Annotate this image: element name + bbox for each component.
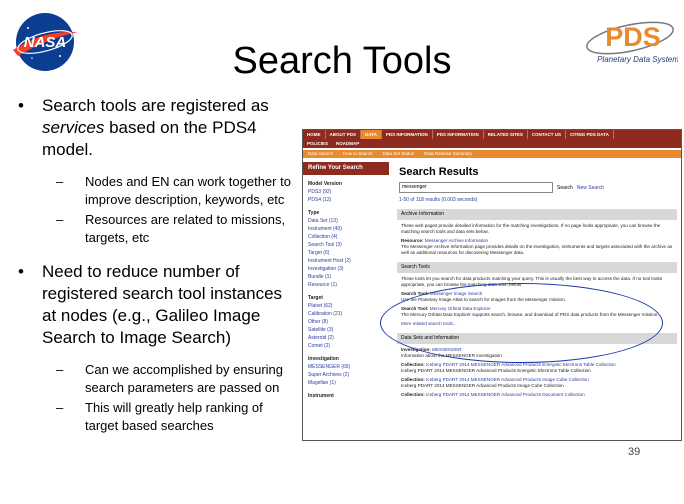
nasa-logo-text: NASA — [23, 34, 67, 51]
slide-title: Search Tools — [232, 40, 452, 82]
page-number: 39 — [628, 446, 641, 458]
nav-contact[interactable]: CONTACT US — [528, 130, 566, 139]
bullet-2-sub-2: – This will greatly help ranking of target based searches — [56, 400, 263, 433]
facet-item[interactable]: Bundle (1) — [308, 274, 332, 280]
data-link[interactable]: MESSENGER — [432, 347, 462, 352]
data-link[interactable]: Iceberg PDART 2014 MESSENGER Advanced Products Document Collection — [426, 392, 585, 397]
data-link[interactable]: Iceberg PDART 2014 MESSENGER Advanced Products Image Cube Collection — [426, 377, 589, 382]
facet-item[interactable]: PDS3 (92) — [308, 189, 332, 195]
nasa-logo — [8, 10, 82, 74]
facet-item[interactable]: Data Set (13) — [308, 218, 338, 224]
facet-item[interactable]: Instrument (40) — [308, 226, 342, 232]
search-tool-link[interactable]: Mercury Orbital Data Explorer — [429, 306, 491, 311]
search-tool-link[interactable]: Messenger Image Search — [429, 291, 483, 296]
bullet-2 — [12, 261, 297, 349]
nav-about[interactable]: ABOUT PDS — [326, 130, 362, 139]
search-input[interactable]: messenger — [399, 182, 553, 193]
facet-item[interactable]: Calibration (21) — [308, 311, 343, 317]
bullet-dot-icon: • — [18, 96, 24, 115]
facet-item[interactable]: Investigation (3) — [308, 266, 344, 272]
resource-link[interactable]: Messenger Archive Information — [424, 238, 489, 243]
search-button[interactable]: Search — [557, 184, 573, 191]
breadcrumb — [303, 150, 681, 158]
facet-item[interactable]: Collection (4) — [308, 234, 338, 240]
pds-logo-text: PDS — [605, 22, 661, 52]
crumb-data-set-status[interactable]: Data Set Status — [382, 151, 415, 156]
facet-item[interactable]: Planet (62) — [308, 303, 333, 309]
bullet-1 — [12, 95, 297, 161]
facet-item[interactable]: MESSENGER (65) — [308, 364, 351, 370]
search-tool-entry: Search Tool: Mercury Orbital Data Explorer The Mercury Orbital Data Explorer supports search, browse, and download of PDS data products from the Messenger mission. — [401, 306, 659, 317]
facet-item[interactable]: Comet (2) — [308, 343, 331, 349]
facet-title: Investigation — [308, 356, 339, 362]
result-count: 1-50 of 118 results (0.003 seconds) — [399, 197, 478, 203]
facet-item[interactable]: Super Archives (2) — [308, 372, 350, 378]
facet-item[interactable]: Magellan (1) — [308, 380, 336, 386]
highlight-ellipse — [380, 283, 663, 363]
facet-item[interactable]: Resource (1) — [308, 282, 337, 288]
facet-item[interactable]: Other (8) — [308, 319, 329, 325]
facet-item[interactable]: Satellite (3) — [308, 327, 334, 333]
nav-home[interactable]: HOME — [303, 130, 326, 139]
nav-pds-info-1[interactable]: PDS INFORMATION — [382, 130, 433, 139]
crumb-release-summary[interactable]: Data Release Summary — [424, 151, 472, 156]
section-text: These web pages provide detailed information for the matching investigations. If no page looks appropriate, you can browse the matching search tools and data sets below. — [401, 223, 661, 234]
data-entry: Collection: Iceberg PDART 2014 MESSENGER Advanced Products Energetic Electrons Table Collection Iceberg PDART 2014 MESSENGER Advanced Products Energetic Electrons Table Collection — [401, 362, 616, 373]
results-title: Search Results — [399, 166, 479, 178]
more-tools-link[interactable]: More related search tools... — [401, 321, 457, 326]
data-entry: Investigation: MESSENGER Information about the MESSENGER investigation — [401, 347, 502, 358]
bullet-dot-icon: • — [18, 262, 24, 281]
bullet-1-sub-1: – Nodes and EN can work together to improve description, keywords, etc — [56, 174, 291, 207]
facet-item[interactable]: Search Tool (3) — [308, 242, 342, 248]
section-text: These tools let you search for data products matching your query. This is usually the best way to access the data. If no tool looks appropriate, you can browse the matching data sets, below. — [401, 276, 663, 287]
section-header: Search Tools — [397, 262, 677, 273]
nav-pds-info-2[interactable]: PDS INFORMATION — [433, 130, 484, 139]
top-nav-2 — [303, 139, 681, 148]
top-nav — [303, 130, 681, 139]
bullet-1-text: Search tools are registered as services based on the PDS4 model. — [42, 96, 269, 159]
bullet-list — [12, 95, 297, 435]
nav-data[interactable]: DATA — [361, 130, 382, 139]
nav-citing[interactable]: CITING PDS DATA — [566, 130, 614, 139]
bullet-2-text: Need to reduce number of registered search tool instances at nodes (e.g., Galileo Image Search to Image Search) — [42, 262, 283, 347]
pds-logo-subtitle: Planetary Data System — [597, 55, 678, 64]
new-search-link[interactable]: New Search — [576, 184, 605, 191]
facet-title: Target — [308, 295, 323, 301]
facet-title: Type — [308, 210, 320, 216]
bullet-1-sub-2: – Resources are related to missions, targets, etc — [56, 212, 286, 245]
pds-logo — [578, 8, 678, 70]
nav-related[interactable]: RELATED SITES — [484, 130, 528, 139]
refine-sidebar — [303, 162, 389, 440]
facet-item[interactable]: Instrument Host (2) — [308, 258, 351, 264]
search-tool-entry: Search Tool: Messenger Image Search Use the Planetary Image Atlas to search for images from the Messenger mission. — [401, 291, 566, 302]
crumb-data-search[interactable]: Data Search — [308, 151, 334, 156]
facet-item[interactable]: Asteroid (2) — [308, 335, 334, 341]
facet-item[interactable]: PDS4 (12) — [308, 197, 332, 203]
bullet-2-sub-1: – Can we accomplished by ensuring search parameters are passed on — [56, 362, 283, 395]
resource-entry: Resource: Messenger Archive Information The Messenger Archive Information page provides details on the investigation, instruments and targets associated with the archive as well as additional resources for discovering Messenger data. — [401, 238, 673, 255]
refine-heading: Refine Your Search — [303, 162, 389, 175]
data-entry: Collection: Iceberg PDART 2014 MESSENGER Advanced Products Document Collection — [401, 392, 585, 397]
facet-title: Instrument — [308, 393, 334, 399]
crumb-how-to-search[interactable]: How to Search — [343, 151, 373, 156]
data-link[interactable]: Iceberg PDART 2014 MESSENGER Advanced Products Energetic Electrons Table Collection — [426, 362, 616, 367]
nav-roadmap[interactable]: ROADMAP — [336, 141, 360, 146]
facet-item[interactable]: Target (6) — [308, 250, 330, 256]
facet-title: Model Version — [308, 181, 342, 187]
nav-policies[interactable]: POLICIES — [307, 141, 329, 146]
section-header: Archive Information — [397, 209, 677, 220]
data-entry: Collection: Iceberg PDART 2014 MESSENGER Advanced Products Image Cube Collection Iceberg PDART 2014 MESSENGER Advanced Products Image Cube Collection — [401, 377, 589, 388]
section-header: Data Sets and Information — [397, 333, 677, 344]
